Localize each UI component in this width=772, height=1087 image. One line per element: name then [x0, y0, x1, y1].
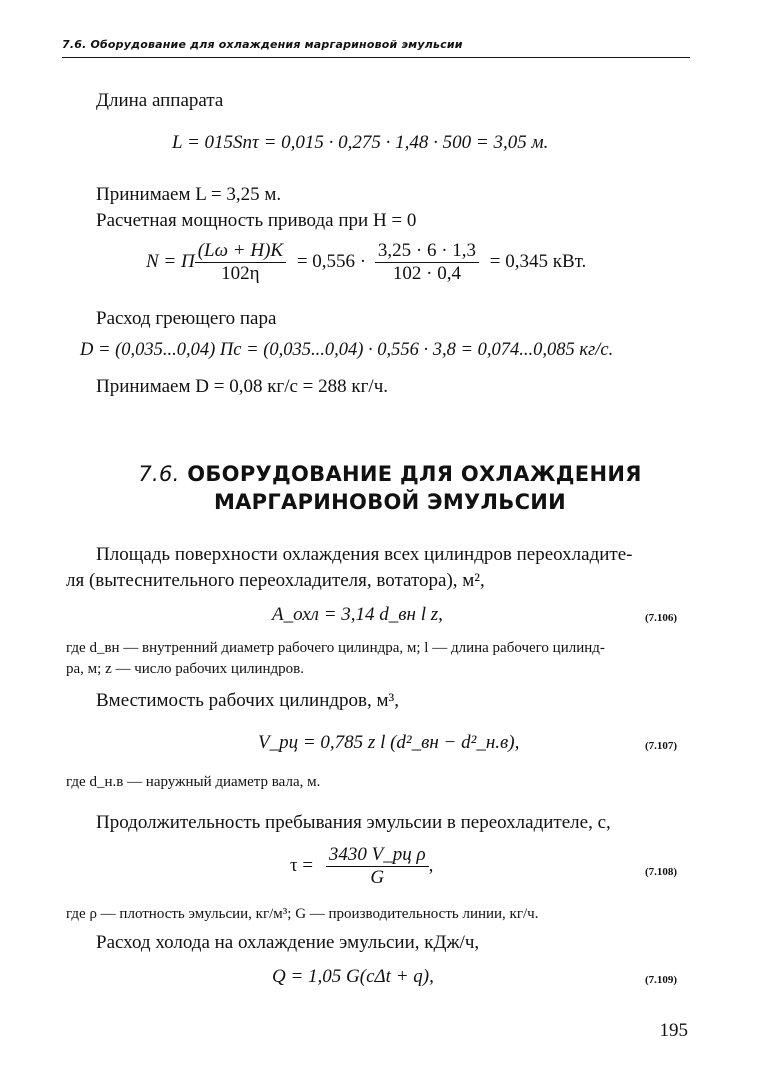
- section-heading: [110, 462, 670, 486]
- running-head: 7.6. Оборудование для охлаждения маргариновой эмульсии: [62, 38, 463, 51]
- equation-7-106: A_охл = 3,14 d_вн l z,: [272, 604, 443, 625]
- section-heading-line2: [110, 490, 670, 514]
- note-7-108: где ρ — плотность эмульсии, кг/м³; G — производительность линии, кг/ч.: [66, 906, 539, 922]
- paragraph-length-label: Длина аппарата: [96, 90, 224, 111]
- paragraph-accept-l: Принимаем L = 3,25 м.: [96, 184, 282, 205]
- section-title-line1: ОБОРУДОВАНИЕ ДЛЯ ОХЛАЖДЕНИЯ: [187, 462, 642, 486]
- equation-steam: D = (0,035...0,04) Пс = (0,035...0,04) · 0,556 · 3,8 = 0,074...0,085 кг/с.: [80, 340, 614, 360]
- equation-power-rhs: = 0,345 кВт.: [489, 250, 587, 272]
- note-7-106-line2: ра, м; z — число рабочих цилиндров.: [66, 661, 304, 677]
- paragraph-duration: Продолжительность пребывания эмульсии в переохладителе, с,: [96, 812, 611, 833]
- section-title-line2: МАРГАРИНОВОЙ ЭМУЛЬСИИ: [213, 490, 567, 514]
- equation-7-108-tail: ,: [428, 854, 434, 876]
- equation-7-108: [290, 844, 433, 889]
- paragraph-accept-d: Принимаем D = 0,08 кг/с = 288 кг/ч.: [96, 376, 389, 397]
- equation-7-109: Q = 1,05 G(cΔt + q),: [272, 966, 434, 987]
- equation-power-lhs: N = П: [146, 250, 195, 272]
- section-number: 7.6.: [138, 462, 180, 486]
- paragraph-area-line1: Площадь поверхности охлаждения всех цилиндров переохладите-: [96, 544, 633, 565]
- equation-7-108-denominator: G: [370, 867, 385, 888]
- equation-7-108-numerator: 3430 V_рц ρ: [326, 844, 429, 867]
- equation-number-7-109: (7.109): [645, 974, 678, 986]
- equation-7-108-lhs: τ =: [290, 854, 314, 876]
- equation-number-7-107: (7.107): [645, 740, 678, 752]
- paragraph-cold: Расход холода на охлаждение эмульсии, кДж/ч,: [96, 932, 480, 953]
- equation-power-mid: = 0,556 ·: [296, 250, 367, 272]
- paragraph-area-line2: ля (вытеснительного переохладителя, вотатора), м²,: [66, 570, 485, 591]
- equation-length: L = 015Snτ = 0,015 · 0,275 · 1,48 · 500 = 3,05 м.: [172, 132, 549, 153]
- paragraph-power-label: Расчетная мощность привода при H = 0: [96, 210, 417, 231]
- equation-power-frac2-denominator: 102 · 0,4: [392, 263, 461, 284]
- equation-number-7-108: (7.108): [645, 866, 678, 878]
- header-rule: [62, 57, 690, 58]
- note-7-106-line1: где d_вн — внутренний диаметр рабочего цилиндра, м; l — длина рабочего цилинд-: [66, 640, 605, 656]
- equation-number-7-106: (7.106): [645, 612, 678, 624]
- equation-power-frac2-numerator: 3,25 · 6 · 1,3: [375, 240, 479, 263]
- equation-power: [146, 240, 586, 285]
- equation-power-frac1-numerator: (Lω + H)K: [195, 240, 286, 263]
- page-number: 195: [659, 1020, 688, 1041]
- note-7-107: где d_н.в — наружный диаметр вала, м.: [66, 774, 321, 790]
- paragraph-volume: Вместимость рабочих цилиндров, м³,: [96, 690, 399, 711]
- equation-power-frac1-denominator: 102η: [221, 263, 260, 284]
- paragraph-steam-label: Расход греющего пара: [96, 308, 277, 329]
- equation-7-107: V_рц = 0,785 z l (d²_вн − d²_н.в),: [258, 732, 520, 753]
